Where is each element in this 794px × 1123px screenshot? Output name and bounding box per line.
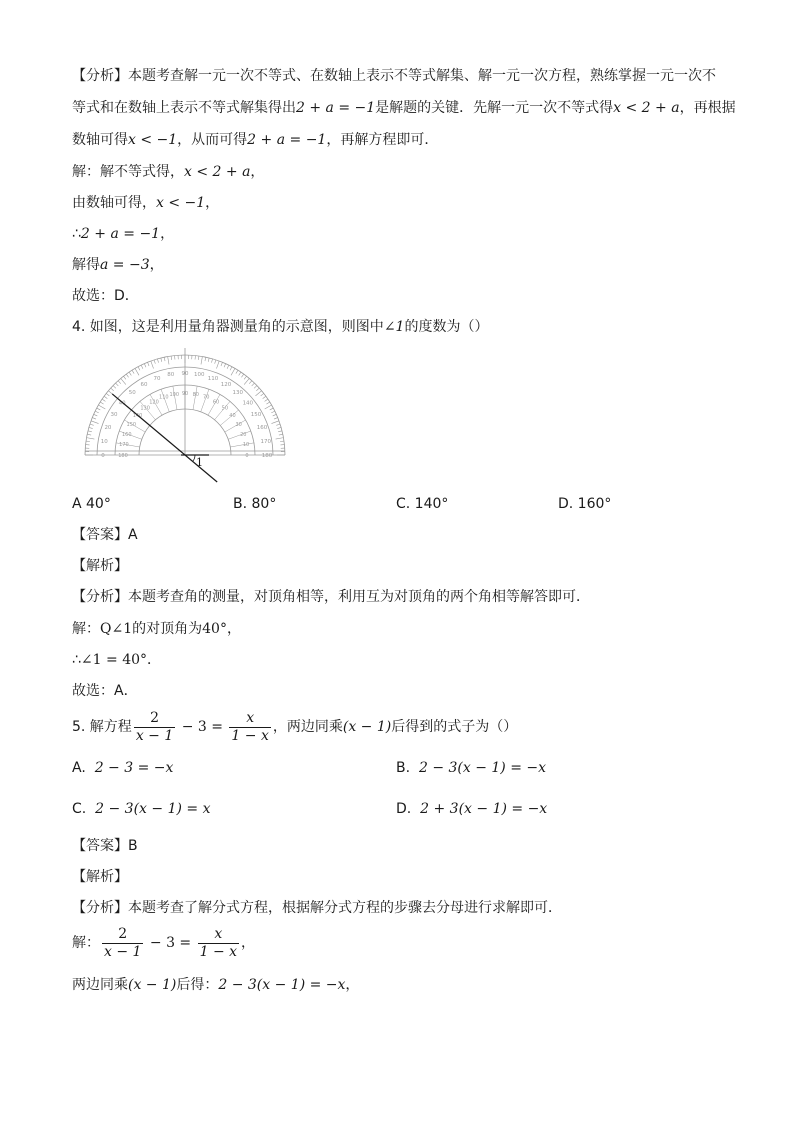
solution-step-3: ∴2 + a = −1，	[72, 226, 175, 242]
q4-solution-2: ∴∠1 = 40°．	[72, 652, 162, 668]
svg-text:130: 130	[140, 405, 150, 412]
svg-text:30: 30	[235, 422, 242, 428]
q5-answer: 【答案】B	[72, 838, 138, 854]
svg-text:180: 180	[261, 453, 273, 459]
svg-text:120: 120	[220, 381, 232, 388]
svg-text:140: 140	[132, 413, 143, 420]
option-d[interactable]: D. 160°	[558, 496, 612, 512]
svg-text:130: 130	[232, 390, 243, 397]
svg-text:20: 20	[104, 424, 112, 431]
svg-text:90: 90	[181, 371, 189, 377]
solution-step-2: 由数轴可得，x < −1，	[72, 195, 220, 211]
option-b[interactable]: B. 80°	[233, 496, 277, 512]
analysis-line-3: 数轴可得x < −1，从而可得2 + a = −1，再解方程即可．	[72, 132, 439, 148]
analysis-line-1: 【分析】本题考查解一元一次不等式、在数轴上表示不等式解集、解一元一次方程，熟练掌握一元一次不	[72, 68, 716, 84]
solution-step-4: 解得a = −3，	[72, 257, 164, 273]
svg-text:120: 120	[149, 399, 159, 406]
q5-solution-2: 两边同乘(x − 1)后得：2 − 3(x − 1) = −x，	[72, 977, 360, 993]
svg-text:0: 0	[101, 453, 105, 459]
fraction-2-over-x-1: $\frac{2}{x - 1}$	[104, 925, 142, 960]
angle-1-label: 1	[196, 456, 203, 469]
svg-text:150: 150	[250, 412, 262, 418]
svg-text:100: 100	[193, 372, 205, 379]
svg-text:50: 50	[221, 405, 229, 412]
svg-text:90: 90	[181, 391, 189, 397]
protractor-figure	[78, 348, 288, 488]
svg-text:40: 40	[229, 413, 236, 420]
svg-text:60: 60	[140, 381, 148, 388]
q4-solution-1: 解：Q∠1的对顶角为40°，	[72, 621, 241, 637]
q5-option-c[interactable]: C. 2 − 3(x − 1) = x	[72, 801, 211, 817]
svg-text:170: 170	[119, 442, 129, 449]
fraction-2-over-x-1: $\frac{2}{x - 1}$	[135, 709, 174, 744]
fraction-x-over-1-x: $\frac{x}{1 - x}$	[199, 925, 238, 960]
question-5-stem: 5. 解方程 $\frac{2}{x - 1}$ − 3 = $\frac{x}{1 - x}$ ，两边同乘(x − 1)后得到的式子为（）	[72, 709, 518, 744]
analysis-line-2: 等式和在数轴上表示不等式解集得出2 + a = −1是解题的关键．先解一元一次不等式得x < 2 + a，再根据	[72, 100, 736, 116]
svg-text:50: 50	[128, 390, 136, 397]
svg-text:60: 60	[212, 399, 220, 406]
fraction-x-over-1-x: $\frac{x}{1 - x}$	[231, 709, 269, 744]
q4-analysis: 【分析】本题考查角的测量，对顶角相等，利用互为对顶角的两个角相等解答即可．	[72, 589, 590, 605]
svg-text:80: 80	[167, 372, 175, 379]
q4-choice: 故选：A．	[72, 683, 138, 699]
svg-text:80: 80	[192, 391, 199, 398]
q5-jiexi-heading: 【解析】	[72, 869, 128, 885]
svg-text:110: 110	[159, 394, 169, 401]
q5-option-d[interactable]: D. 2 + 3(x − 1) = −x	[396, 801, 548, 817]
svg-text:30: 30	[110, 412, 118, 418]
svg-text:10: 10	[242, 442, 250, 449]
svg-text:160: 160	[256, 424, 268, 431]
svg-text:20: 20	[240, 431, 247, 438]
svg-text:100: 100	[169, 391, 180, 398]
svg-text:70: 70	[203, 394, 210, 401]
svg-text:140: 140	[242, 400, 254, 407]
q4-answer: 【答案】A	[72, 527, 138, 543]
svg-text:180: 180	[118, 453, 128, 459]
svg-text:10: 10	[100, 438, 108, 445]
q4-jiexi-heading: 【解析】	[72, 558, 128, 574]
option-a[interactable]: A 40°	[72, 496, 111, 512]
q5-option-a[interactable]: A. 2 − 3 = −x	[72, 760, 174, 776]
angle-1-arc	[193, 455, 195, 461]
option-c[interactable]: C. 140°	[396, 496, 449, 512]
q5-solution-1: 解： $\frac{2}{x - 1}$ − 3 = $\frac{x}{1 - x}$ ，	[72, 925, 256, 960]
svg-text:160: 160	[121, 431, 132, 438]
q5-analysis: 【分析】本题考查了解分式方程，根据解分式方程的步骤去分母进行求解即可．	[72, 900, 562, 916]
svg-text:40: 40	[118, 400, 126, 407]
svg-text:170: 170	[260, 438, 272, 445]
svg-text:150: 150	[126, 422, 137, 428]
solution-choice: 故选：D．	[72, 288, 139, 304]
question-4-stem: 4. 如图，这是利用量角器测量角的示意图，则图中∠1的度数为（）	[72, 319, 489, 335]
svg-text:110: 110	[207, 375, 219, 382]
q5-option-b[interactable]: B. 2 − 3(x − 1) = −x	[396, 760, 547, 776]
svg-text:70: 70	[153, 375, 161, 382]
svg-text:0: 0	[245, 453, 249, 459]
solution-step-1: 解：解不等式得，x < 2 + a，	[72, 164, 265, 180]
